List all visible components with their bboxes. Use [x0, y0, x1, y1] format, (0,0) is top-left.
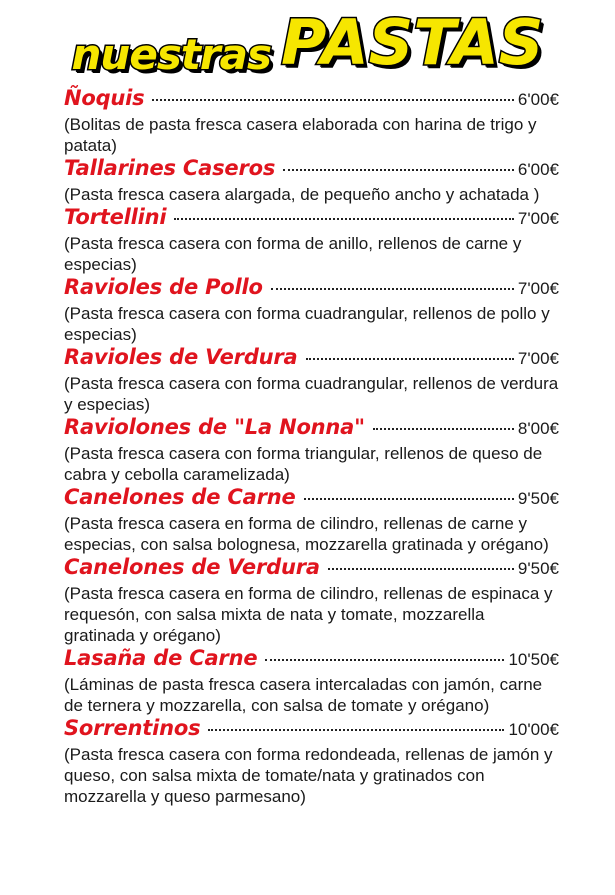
- menu-item: [64, 156, 559, 205]
- menu-item-header: [64, 555, 559, 583]
- menu-item-header: [64, 415, 559, 443]
- menu-item: [64, 555, 559, 646]
- menu-item-header: [64, 156, 559, 184]
- menu-item-description: (Pasta fresca casera en forma de cilindro, rellenas de espinaca y requesón, con salsa mixta de nata y tomate, mozzarella gratinada y orégano): [64, 584, 553, 645]
- menu-item-header: [64, 646, 559, 674]
- menu-item-price: 7'00€: [517, 279, 559, 298]
- menu-item-price: 7'00€: [517, 209, 559, 228]
- menu-item-price: 7'00€: [517, 349, 559, 368]
- menu-item-price: 6'00€: [517, 90, 559, 109]
- menu-item-price: 9'50€: [517, 559, 559, 578]
- menu-item-description: (Pasta fresca casera en forma de cilindro, rellenas de carne y especias, con salsa bolognesa, mozzarella gratinada y orégano): [64, 514, 549, 554]
- menu-item-price: 6'00€: [517, 160, 559, 179]
- dotted-leader: [283, 169, 514, 171]
- menu-item-description: (Láminas de pasta fresca casera intercaladas con jamón, carne de ternera y mozzarella, con salsa de tomate y orégano): [64, 675, 543, 715]
- menu-item-header: [64, 275, 559, 303]
- menu-header: [0, 6, 615, 84]
- menu-item: [64, 485, 559, 555]
- menu-item-description: (Pasta fresca casera con forma redondeada, rellenas de jamón y queso, con salsa mixta de tomate/nata y gratinados con mozzarella y queso parmesano): [64, 745, 553, 806]
- header-word-pastas: PASTAS: [280, 6, 544, 79]
- menu-item-header: [64, 205, 559, 233]
- dotted-leader: [208, 729, 504, 731]
- dotted-leader: [373, 428, 514, 430]
- menu-item-header: [64, 86, 559, 114]
- menu-item-description: (Pasta fresca casera alargada, de pequeño ancho y achatada ): [64, 185, 540, 204]
- menu-item-description: (Pasta fresca casera con forma cuadrangular, rellenos de verdura y especias): [64, 374, 559, 414]
- menu-item: [64, 205, 559, 275]
- menu-item-name: Ravioles de Verdura: [64, 345, 298, 369]
- menu-item: [64, 716, 559, 807]
- menu-item-price: 9'50€: [517, 489, 559, 508]
- menu-item-description: (Pasta fresca casera con forma triangular, rellenos de queso de cabra y cebolla caramelizada): [64, 444, 543, 484]
- dotted-leader: [271, 288, 514, 290]
- menu-item-header: [64, 485, 559, 513]
- menu-item-name: Tallarines Caseros: [64, 156, 276, 180]
- menu-item-name: Ñoquis: [64, 86, 145, 110]
- dotted-leader: [265, 659, 504, 661]
- dotted-leader: [174, 218, 513, 220]
- menu-item: [64, 275, 559, 345]
- menu-item-header: [64, 716, 559, 744]
- menu-item-description: (Pasta fresca casera con forma cuadrangular, rellenos de pollo y especias): [64, 304, 550, 344]
- menu-item-name: Canelones de Carne: [64, 485, 296, 509]
- menu-item-name: Canelones de Verdura: [64, 555, 320, 579]
- menu-item: [64, 646, 559, 716]
- header-word-nuestras: nuestras: [71, 30, 271, 79]
- menu-item-description: (Pasta fresca casera con forma de anillo, rellenos de carne y especias): [64, 234, 522, 274]
- menu-item-description: (Bolitas de pasta fresca casera elaborada con harina de trigo y patata): [64, 115, 537, 155]
- menu-item-name: Tortellini: [64, 205, 167, 229]
- dotted-leader: [328, 568, 514, 570]
- menu-item: [64, 86, 559, 156]
- menu-item-name: Sorrentinos: [64, 716, 201, 740]
- dotted-leader: [306, 358, 514, 360]
- menu-item-name: Ravioles de Pollo: [64, 275, 263, 299]
- menu-item-name: Raviolones de "La Nonna": [64, 415, 365, 439]
- menu-item-price: 8'00€: [517, 419, 559, 438]
- menu-item: [64, 345, 559, 415]
- dotted-leader: [152, 99, 513, 101]
- menu-item: [64, 415, 559, 485]
- menu-item-name: Lasaña de Carne: [64, 646, 258, 670]
- dotted-leader: [304, 498, 514, 500]
- menu-item-price: 10'50€: [508, 650, 559, 669]
- pasta-menu-list: [64, 86, 559, 807]
- menu-item-header: [64, 345, 559, 373]
- menu-item-price: 10'00€: [508, 720, 559, 739]
